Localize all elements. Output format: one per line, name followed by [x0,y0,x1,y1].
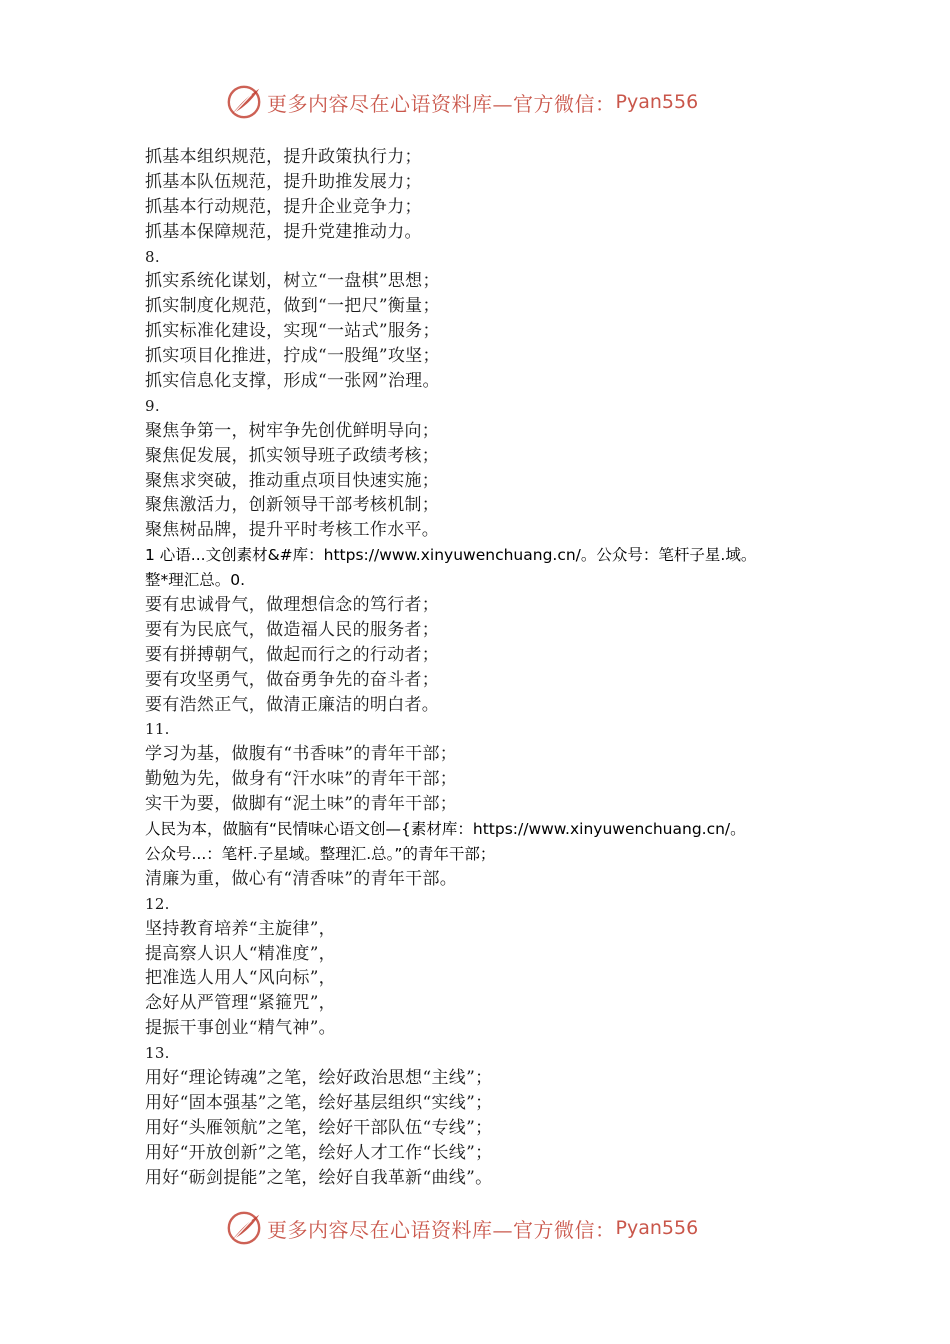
text-line: 用好“开放创新”之笔，绘好人才工作“长线”； [145,1142,493,1163]
text-line: 用好“砺剑提能”之笔，绘好自我革新“曲线”。 [145,1167,493,1188]
banner-text: 更多内容尽在心语资料库—官方微信： [267,91,616,116]
quill-logo-icon [225,83,263,121]
text-line: 实干为要，做脚有“泥土味”的青年干部； [145,794,458,815]
banner-text: 更多内容尽在心语资料库—官方微信： [267,1217,616,1242]
text-line: 抓实信息化支撑，形成“一张网”治理。 [145,371,440,392]
text-line: 要有忠诚骨气，做理想信念的笃行者； [145,595,440,616]
text-line: 抓基本行动规范，提升企业竞争力； [145,196,422,217]
text-line: 聚焦激活力，创新领导干部考核机制； [145,495,440,516]
text-line: 聚焦促发展，抓实领导班子政绩考核； [145,445,440,466]
section-number: 11. [145,720,170,739]
text-line: 要有攻坚勇气，做奋勇争先的奋斗者； [145,669,440,690]
text-line: 要有为民底气，做造福人民的服务者； [145,619,440,640]
banner-wechat-id: Pyan556 [615,1217,699,1239]
text-line: 抓实系统化谋划，树立“一盘棋”思想； [145,271,440,292]
watermark-ad-line: 1 心语...文创素材&#库：https://www.xinyuwenchuang.cn/。公众号：笔杆子星.域。 [145,546,757,565]
document-body [145,145,845,1190]
text-line: 要有浩然正气，做清正廉洁的明白者。 [145,694,440,715]
text-line: 坚持教育培养“主旋律”， [145,918,336,939]
header-watermark-banner [225,82,745,122]
text-line: 聚焦争第一，树牢争先创优鲜明导向； [145,420,440,441]
text-line: 抓基本保障规范，提升党建推动力。 [145,221,422,242]
banner-wechat-id: Pyan556 [615,91,699,113]
text-line: 把准选人用人“风向标”， [145,968,336,989]
text-line: 勤勉为先，做身有“汗水味”的青年干部； [145,769,458,790]
text-line: 抓实标准化建设，实现“一站式”服务； [145,321,440,342]
quill-logo-icon [225,1209,263,1247]
text-line: 聚焦树品牌，提升平时考核工作水平。 [145,520,440,541]
section-number: 13. [145,1044,170,1063]
text-line: 抓实项目化推进，拧成“一股绳”攻坚； [145,346,440,367]
text-line: 要有拼搏朝气，做起而行之的行动者； [145,644,440,665]
text-line: 抓实制度化规范，做到“一把尺”衡量； [145,296,440,317]
text-line: 用好“头雁领航”之笔，绘好干部队伍“专线”； [145,1117,493,1138]
watermark-ad-line: 人民为本，做脑有“民情味心语文创—{素材库：https://www.xinyuwenchuang.cn/。 [145,820,746,839]
section-number: 9. [145,396,160,415]
section-number: 12. [145,894,170,913]
text-line: 提高察人识人“精准度”， [145,943,336,964]
text-line: 用好“固本强基”之笔，绘好基层组织“实线”； [145,1092,493,1113]
text-line: 抓基本队伍规范，提升助推发展力； [145,171,422,192]
footer-watermark-banner [225,1208,745,1248]
watermark-ad-line: 公众号...：笔杆.子星域。整理汇.总。”的青年干部； [145,844,496,863]
text-line: 清廉为重，做心有“清香味”的青年干部。 [145,868,458,889]
text-line: 学习为基，做腹有“书香味”的青年干部； [145,744,458,765]
text-line: 提振干事创业“精气神”。 [145,1018,336,1039]
section-number: 8. [145,247,160,266]
watermark-ad-line: 整*理汇总。0. [145,571,246,590]
text-line: 聚焦求突破，推动重点项目快速实施； [145,470,440,491]
text-line: 念好从严管理“紧箍咒”， [145,993,336,1014]
text-line: 抓基本组织规范，提升政策执行力； [145,147,422,167]
text-line: 用好“理论铸魂”之笔，绘好政治思想“主线”； [145,1067,493,1088]
